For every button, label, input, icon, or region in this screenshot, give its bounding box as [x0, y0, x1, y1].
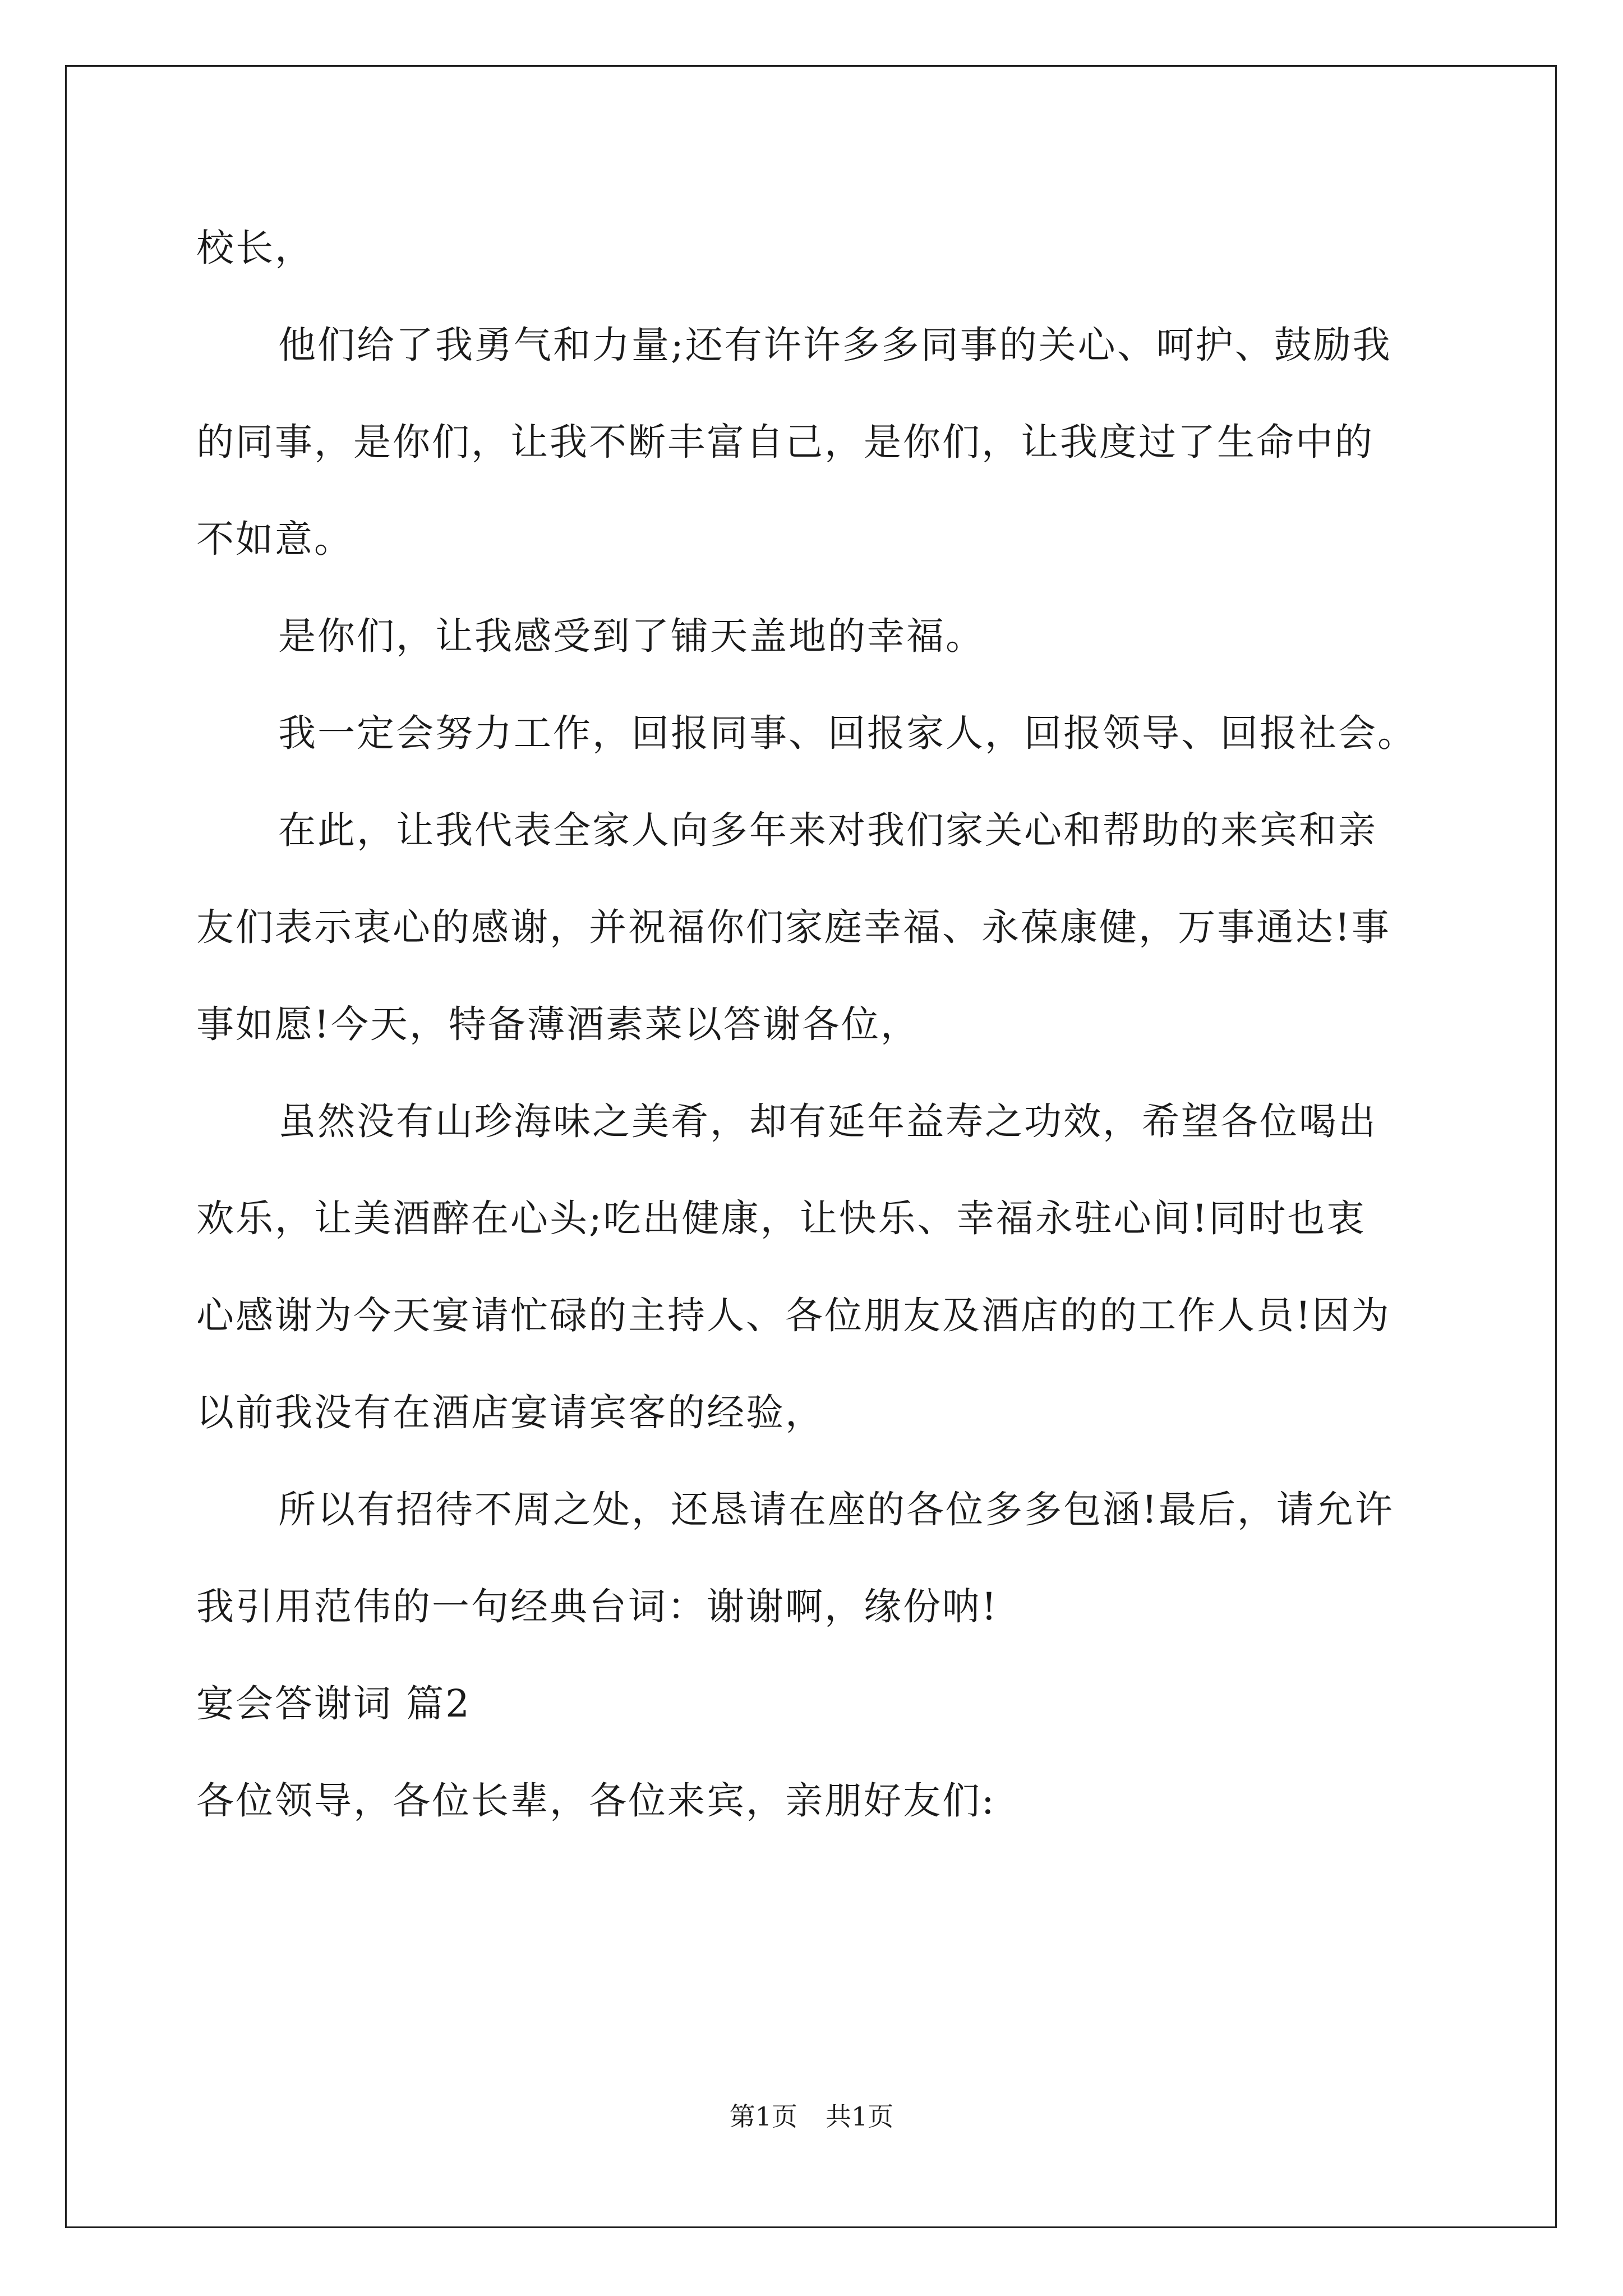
text-line: 欢乐，让美酒醉在心头;吃出健康，让快乐、幸福永驻心间!同时也衷	[196, 1197, 1366, 1240]
text-line: 不如意。	[196, 517, 353, 561]
text-line: 的同事，是你们，让我不断丰富自己，是你们，让我度过了生命中的	[196, 420, 1374, 464]
salutation-line: 各位领导，各位长辈，各位来宾，亲朋好友们:	[196, 1779, 996, 1823]
text-line: 心感谢为今天宴请忙碌的主持人、各位朋友及酒店的的工作人员!因为	[196, 1294, 1391, 1337]
page-footer	[0, 2100, 1623, 2133]
text-line: 友们表示衷心的感谢，并祝福你们家庭幸福、永葆康健，万事通达!事	[196, 905, 1391, 949]
paragraph-start-line: 是你们，让我感受到了铺天盖地的幸福。	[278, 614, 985, 658]
page-number-total: 共1页	[826, 2101, 894, 2132]
paragraph-start-line: 他们给了我勇气和力量;还有许许多多同事的关心、呵护、鼓励我	[278, 323, 1392, 367]
text-line: 校长，	[196, 226, 314, 270]
text-line: 我引用范伟的一句经典台词：谢谢啊，缘份呐!	[196, 1585, 998, 1628]
paragraph-start-line: 我一定会努力工作，回报同事、回报家人，回报领导、回报社会。	[278, 711, 1417, 755]
document-body	[196, 200, 1430, 1849]
paragraph-start-line: 在此，让我代表全家人向多年来对我们家关心和帮助的来宾和亲	[278, 808, 1377, 852]
paragraph-start-line: 虽然没有山珍海味之美肴，却有延年益寿之功效，希望各位喝出	[278, 1099, 1377, 1143]
paragraph-start-line: 所以有招待不周之处，还恳请在座的各位多多包涵!最后，请允许	[278, 1488, 1394, 1531]
text-line: 以前我没有在酒店宴请宾客的经验，	[196, 1391, 824, 1434]
text-line: 事如愿!今天，特备薄酒素菜以答谢各位，	[196, 1002, 920, 1046]
page-number-current: 第1页	[729, 2101, 797, 2132]
section-heading: 宴会答谢词 篇2	[196, 1682, 471, 1726]
